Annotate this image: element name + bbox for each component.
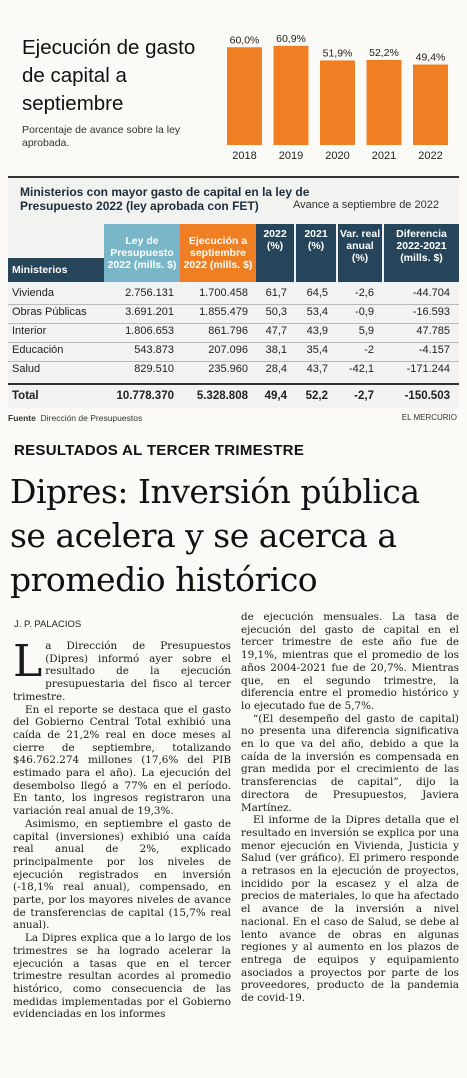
row-divider [8,383,459,385]
table-row [8,323,459,342]
ministries-table [8,176,459,408]
credit: EL MERCURIO [401,413,457,422]
cell-p22: 47,7 [265,325,287,337]
paragraph: Asimismo, en septiembre el gasto de capital (inversiones) exhibió una caída real anual de 2%, explicado principalmente por los niveles de ejecución registrados en inversión (-18,1% real anual), compensado, en parte, por los mayores niveles de avance de transferencias de capital (15,7% real anual). [13,817,231,932]
byline: J. P. PALACIOS [14,619,82,630]
cell-var: -0,9 [355,306,374,318]
cell-ley: 1.806.653 [125,325,174,337]
cell-p21: 43,7 [306,363,328,375]
cell-ejec: 235.960 [208,363,248,375]
cell-p21: 53,4 [306,306,328,318]
cell-name: Obras Públicas [12,306,87,318]
bar-2022 [413,65,448,145]
header-var: Var. real anual (%) [338,224,382,282]
cell-name: Educación [12,344,64,356]
value-label: 60,9% [276,32,306,45]
header-diferencia: Diferencia 2022-2021 (mills. $) [384,224,459,282]
value-label: 52,2% [369,46,399,59]
table-subtitle: Avance a septiembre de 2022 [293,199,439,211]
cell-p21: 64,5 [306,287,328,299]
bar-2019 [274,46,309,145]
source-text: Dirección de Presupuestos [40,413,143,423]
cell-p21: 52,2 [305,390,328,402]
cell-var: -2 [364,344,374,356]
cell-p22: 50,3 [265,306,287,318]
table-row [8,361,459,380]
article-column-right [241,611,459,1005]
cell-dif: -44.704 [412,287,450,299]
category-label: 2021 [371,150,397,162]
value-label: 49,4% [415,51,446,64]
table-row [8,342,459,361]
cell-ley: 3.691.201 [125,306,174,318]
paragraph: El informe de la Dipres detalla que el resultado en inversión se explica por una menor ejecución en Vivienda, Justicia y Salud (ver gráfico). El primero responde a retrasos en la ejecución de proyectos, incidido por la escasez y el alza de precios de materiales, lo que ha afectado el avance de la inversión a nivel nacional. En el caso de Salud, se debe al lento avance de obras en algunas regiones y al aumento en los plazos de entrega de equipos y equipamiento asociados a proyectos por parte de los proveedores, producto de la pandemia de covid-19. [241,814,459,1005]
category-label: 2018 [232,150,257,162]
value-label: 60,0% [229,34,260,47]
cell-var: -2,7 [354,390,374,402]
cell-var: -2,6 [355,287,374,299]
cell-p22: 61,7 [265,287,287,299]
cell-p22: 38,1 [265,344,287,356]
bar-2018 [227,47,262,145]
paragraph: de ejecución mensuales. La tasa de ejecución del gasto de capital en el tercer trimestre de este año fue de 19,1%, mientras que el promedio de los años 2004-2021 fue de 20,7%. Mientras que, en el segundo trimestre, la diferencia entre el promedio histórico y lo ejecutado fue de 5,7%. [241,611,459,712]
cell-var: -42,1 [348,363,374,375]
value-label: 51,9% [322,47,353,60]
cell-ley: 2.756.131 [125,287,174,299]
cell-name: Salud [12,363,41,375]
header-ministerios: Ministerios [8,258,104,282]
header-2022: 2022 (%) [256,224,294,282]
cell-var: 5,9 [358,325,374,337]
table-total-row [8,388,459,407]
table-row [8,304,459,323]
cell-dif: -171.244 [406,363,450,375]
cell-ley: 10.778.370 [116,390,174,402]
cell-dif: 47.785 [416,325,450,337]
cell-name: Total [12,390,39,402]
drop-cap: L [13,636,43,687]
table-row [8,285,459,304]
chart-title: Ejecución de gasto de capital a septiembre [22,36,196,115]
table-title: Ministerios con mayor gasto de capital en la ley de Presupuesto 2022 (ley aprobada con FET) [20,185,310,213]
category-label: 2019 [278,150,304,162]
cell-name: Vivienda [12,287,54,299]
paragraph: La Dipres explica que a lo largo de los trimestres se ha logrado acelerar la ejecución a tasas que en el tercer trimestre resultan acordes al promedio histórico, como consecuencia de las medidas implementadas por el Gobierno evidenciadas en los informes [13,932,231,1021]
cell-ley: 543.873 [134,344,174,356]
cell-ejec: 5.328.808 [196,390,248,402]
header-2021: 2021 (%) [296,224,336,282]
cell-p22: 28,4 [265,363,287,375]
category-label: 2020 [325,150,350,162]
paragraph: En el reporte se destaca que el gasto del Gobierno Central Total exhibió una caída de 21,2% real en doce meses al cierre de septiembre, totalizando $46.762.274 millones (17,6% del PIB estimado para el año). La ejecución del desembolso llegó a 77% en el período. En tanto, los ingresos registraron una variación real anual de 19,3%. [13,703,231,818]
cell-dif: -16.593 [412,306,450,318]
cell-ejec: 1.855.479 [199,306,248,318]
category-label: 2022 [418,150,443,162]
kicker: RESULTADOS AL TERCER TRIMESTRE [14,442,305,459]
cell-dif: -150.503 [404,390,450,402]
cell-ejec: 1.700.458 [199,287,248,299]
cell-p22: 49,4 [264,390,287,402]
header-ejecucion: Ejecución a septiembre 2022 (mills. $) [180,224,256,282]
paragraph: “(El desempeño del gasto de capital) no presenta una diferencia significativa en lo que va del año, debido a que la caída de la inversión es compensada en gran medida por el crecimiento de las transferencias de capital”, dijo la directora de Presupuestos, Javiera Martínez. [241,712,459,814]
cell-p21: 35,4 [306,344,328,356]
bar-2021 [367,60,402,145]
header-ley: Ley de Presupuesto 2022 (mills. $) [104,224,180,282]
paragraph: La Dirección de Presupuestos (Dipres) informó ayer sobre el resultado de la ejecución presupuestaria del fisco al tercer trimestre. [13,636,231,703]
bar-chart [0,0,467,170]
cell-name: Interior [12,325,47,337]
cell-dif: -4.157 [418,344,450,356]
cell-ley: 829.510 [134,363,174,375]
source-note [8,413,142,423]
cell-p21: 43,9 [306,325,328,337]
headline: Dipres: Inversión pública se acelera y se acerca a promedio histórico [10,472,420,599]
bar-2020 [320,60,355,145]
cell-ejec: 207.096 [208,344,248,356]
source-label: Fuente [8,413,36,423]
chart-subtitle: Porcentaje de avance sobre la ley aprobada. [22,124,181,149]
cell-ejec: 861.796 [208,325,248,337]
article-column-left [13,636,231,1021]
